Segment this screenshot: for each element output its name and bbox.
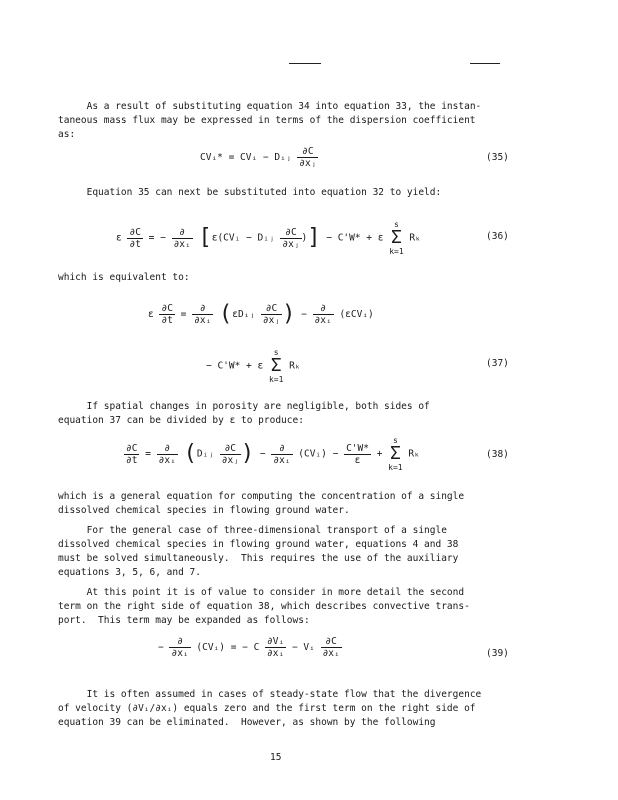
paragraph-8: It is often assumed in cases of steady-state flow that the divergence of velocity (∂Vᵢ/∂xᵢ) equals zero and the first term on the right side of equation 39 can be eliminated. However, as shown by the following bbox=[58, 689, 482, 728]
equation-39: − $\frac{\partial}{\text{∂xᵢ}}$ (CVᵢ) = − C $\frac{\text{∂Vᵢ}}{\text{∂xᵢ}}$ − Vᵢ $\frac{\partial C}{\text{∂xᵢ}}$ bbox=[158, 636, 340, 659]
summation-symbol: s Σ k=1 bbox=[388, 436, 403, 472]
equation-38: $\frac{\partial C}{\partial t}$ = $\frac{\partial}{\text{∂xᵢ}}$ (Dᵢⱼ $\frac{\partial C}{\text{∂xⱼ}}$ ) − $\frac{\partial}{\text{∂xᵢ}}$ (CVᵢ) − $\frac{C'W*}{\varepsilon}$ + s Σ k=1 Rₖ bbox=[126, 436, 420, 472]
paragraph-1: As a result of substituting equation 34 into equation 33, the instan- taneous mass flux may be expressed in terms of the dispersion coefficient as: bbox=[58, 101, 482, 140]
equation-number-38: (38) bbox=[486, 449, 509, 460]
paragraph-5: which is a general equation for computing the concentration of a single dissolved chemical species in flowing ground water. bbox=[58, 491, 465, 516]
equation-number-37: (37) bbox=[486, 358, 509, 369]
equation-number-36: (36) bbox=[486, 231, 509, 242]
equation-35: CVᵢ* = CVᵢ − Dᵢⱼ $\frac{\partial C}{\text{∂xⱼ}}$ bbox=[200, 146, 317, 169]
summation-symbol: s Σ k=1 bbox=[268, 348, 284, 384]
paragraph-3: which is equivalent to: bbox=[58, 272, 190, 283]
header-rule-left bbox=[289, 63, 321, 64]
equation-number-39: (39) bbox=[486, 648, 509, 659]
header-rule-right bbox=[470, 63, 500, 64]
equation-37-line-1: ε $\frac{\partial C}{\partial t}$ = $\frac{\partial}{\text{∂xᵢ}}$ (εDᵢⱼ $\frac{\partial C}{\text{∂xⱼ}}$ ) − $\frac{\partial}{\text{∂xᵢ}}$ (εCVᵢ) bbox=[148, 301, 374, 327]
equation-36: ε $\frac{\partial C}{\partial t}$ = − $\frac{\partial}{\text{∂xᵢ}}$ [ε(CVᵢ − Dᵢⱼ $\frac{\partial C}{\text{∂xⱼ}}$ )] − C'W* + ε s Σ k=1 Rₖ bbox=[116, 220, 421, 256]
eq35-lhs: CVᵢ* = CVᵢ − Dᵢⱼ bbox=[200, 152, 292, 163]
paragraph-4: If spatial changes in porosity are negligible, both sides of equation 37 can be divided by ε to produce: bbox=[58, 401, 430, 426]
paragraph-6: For the general case of three-dimensional transport of a single dissolved chemical species in flowing ground water, equations 4 and 38 must be solved simultaneously. This requires the use of the auxiliary equations 3, 5, 6, and 7. bbox=[58, 525, 459, 578]
paragraph-2: Equation 35 can next be substituted into equation 32 to yield: bbox=[58, 187, 442, 198]
summation-symbol: s Σ k=1 bbox=[389, 220, 404, 256]
page-number: 15 bbox=[270, 752, 282, 763]
equation-number-35: (35) bbox=[486, 152, 509, 163]
equation-37-line-2: − C'W* + ε s Σ k=1 Rₖ bbox=[206, 348, 301, 384]
paragraph-7: At this point it is of value to consider in more detail the second term on the right side of equation 38, which describes convective trans- port. This term may be expanded as follows: bbox=[58, 587, 470, 626]
